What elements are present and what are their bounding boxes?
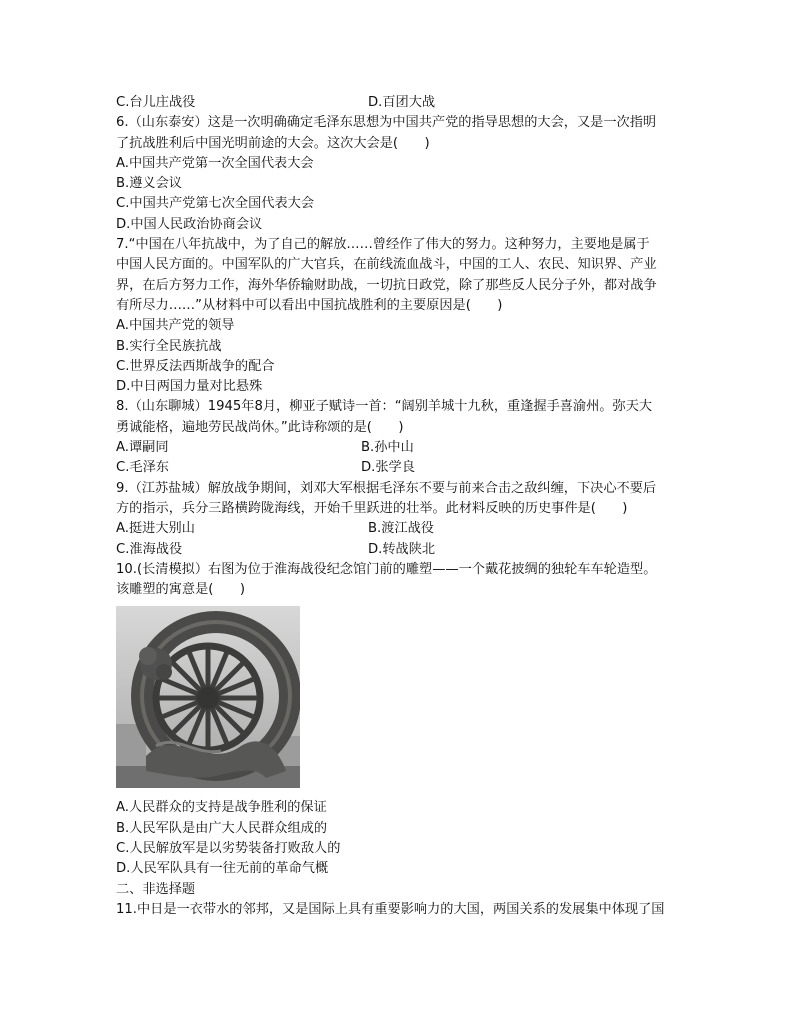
q6-stem-line2: 了抗战胜利后中国光明前途的大会。这次大会是( ) — [116, 135, 430, 151]
q7-option-c: C.世界反法西斯战争的配合 — [116, 358, 275, 374]
section2-title: 二、非选择题 — [116, 881, 196, 897]
q10-option-a: A.人民群众的支持是战争胜利的保证 — [116, 800, 327, 816]
q7-option-d: D.中日两国力量对比悬殊 — [116, 379, 263, 395]
q11-stem-line1: 11.中日是一衣带水的邻邦，又是国际上具有重要影响力的大国，两国关系的发展集中体现了国 — [116, 901, 665, 917]
q6-option-b: B.遵义会议 — [116, 176, 182, 192]
q7-stem-line4: 有所尽力……”从材料中可以看出中国抗战胜利的主要原因是( ) — [116, 297, 503, 313]
q6-option-d: D.中国人民政治协商会议 — [116, 216, 263, 232]
q9-option-c: C.淮海战役 — [116, 541, 183, 557]
q10-option-b: B.人民军队是由广大人民群众组成的 — [116, 820, 328, 836]
q9-option-b: B.渡江战役 — [368, 521, 434, 537]
q7-stem-line1: 7.“中国在八年抗战中，为了自己的解放……曾经作了伟大的努力。这种努力，主要地是属于 — [116, 237, 650, 253]
q9-options-row2 — [116, 540, 686, 560]
q7-stem-line3: 界，在后方努力工作，海外华侨输财助战，一切抗日政党，除了那些反人民分子外，都对战争 — [116, 277, 657, 293]
q7-option-a: A.中国共产党的领导 — [116, 318, 235, 334]
q6-stem-line1: 6.（山东泰安）这是一次明确确定毛泽东思想为中国共产党的指导思想的大会，又是一次指明 — [116, 115, 657, 131]
q8-option-d: D.张学良 — [361, 460, 415, 476]
q9-stem-line1: 9.（江苏盐城）解放战争期间，刘邓大军根据毛泽东不要与前来合击之敌纠缠，下决心不要后 — [116, 480, 657, 496]
q6-option-c: C.中国共产党第七次全国代表大会 — [116, 196, 315, 212]
exam-page — [116, 93, 686, 920]
q7-stem-line2: 中国人民方面的。中国军队的广大官兵，在前线流血战斗，中国的工人、农民、知识界、产业 — [116, 257, 657, 273]
q10-option-c: C.人民解放军是以劣势装备打败敌人的 — [116, 841, 341, 857]
q6-option-a: A.中国共产党第一次全国代表大会 — [116, 155, 314, 171]
q5-options-row — [116, 93, 686, 113]
q7-option-b: B.实行全民族抗战 — [116, 338, 222, 354]
q8-option-c: C.毛泽东 — [116, 460, 169, 476]
q8-stem-line2: 勇诚能格，遍地劳民战尚休。”此诗称颂的是( ) — [116, 419, 404, 435]
q8-option-a: A.谭嗣同 — [116, 440, 169, 456]
q9-option-a: A.挺进大别山 — [116, 521, 195, 537]
q8-options-row2 — [116, 458, 686, 478]
q8-options-row1 — [116, 438, 686, 458]
q10-stem-line1: 10.(长清模拟）右图为位于淮海战役纪念馆门前的雕塑——一个戴花披绸的独轮车车轮造型。 — [116, 561, 657, 577]
q10-stem-line2: 该雕塑的寓意是( ) — [116, 582, 245, 598]
wheel-sculpture-photo — [116, 606, 300, 788]
q9-stem-line2: 方的指示，兵分三路横跨陇海线，开始千里跃进的壮举。此材料反映的历史事件是( ) — [116, 500, 628, 516]
wheel-sculpture-image — [116, 606, 300, 788]
q8-stem-line1: 8.（山东聊城）1945年8月，柳亚子赋诗一首：“阔别羊城十九秋，重逢握手喜渝州。弥天大 — [116, 399, 653, 415]
q8-option-b: B.孙中山 — [361, 440, 414, 456]
q9-options-row1 — [116, 519, 686, 539]
q10-option-d: D.人民军队具有一往无前的革命气概 — [116, 861, 329, 877]
q5-option-d: D.百团大战 — [368, 95, 436, 110]
q9-option-d: D.转战陕北 — [368, 541, 436, 557]
q5-option-c: C.台儿庄战役 — [116, 95, 196, 110]
